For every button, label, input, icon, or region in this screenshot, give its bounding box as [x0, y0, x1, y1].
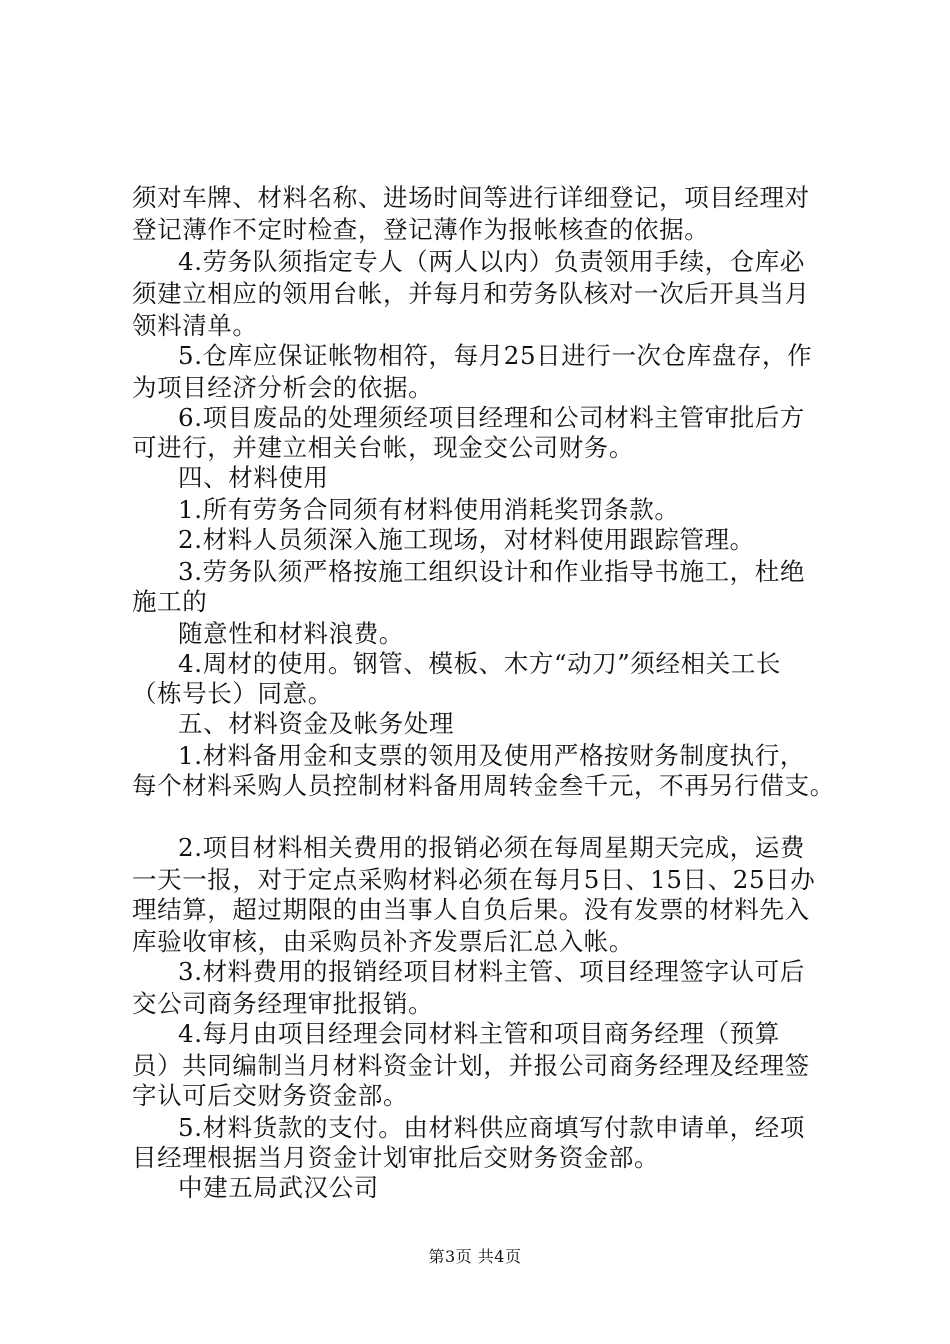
text-line: 随意性和材料浪费。	[178, 619, 404, 648]
text-line: （栋号长）同意。	[132, 679, 333, 708]
text-line: 5.仓库应保证帐物相符，每月25日进行一次仓库盘存，作	[178, 341, 813, 370]
text-line: 须对车牌、材料名称、进场时间等进行详细登记，项目经理对	[132, 183, 810, 212]
text-line: 1.材料备用金和支票的领用及使用严格按财务制度执行，	[178, 741, 805, 770]
text-line: 库验收审核，由采购员补齐发票后汇总入帐。	[132, 927, 634, 956]
text-line: 员）共同编制当月材料资金计划，并报公司商务经理及经理签	[132, 1051, 810, 1080]
text-line: 目经理根据当月资金计划审批后交财务资金部。	[132, 1143, 660, 1172]
text-line: 须建立相应的领用台帐，并每月和劳务队核对一次后开具当月	[132, 279, 810, 308]
text-line: 交公司商务经理审批报销。	[132, 989, 434, 1018]
text-line: 1.所有劳务合同须有材料使用消耗奖罚条款。	[178, 495, 680, 524]
text-line: 3.劳务队须严格按施工组织设计和作业指导书施工，杜绝	[178, 557, 805, 586]
text-line: 为项目经济分析会的依据。	[132, 373, 434, 402]
text-line: 理结算，超过期限的由当事人自负后果。没有发票的材料先入	[132, 895, 810, 924]
page-footer: 第3页 共4页	[428, 1247, 522, 1266]
text-line: 每个材料采购人员控制材料备用周转金叁千元，不再另行借支。	[132, 771, 835, 800]
text-line: 4.周材的使用。钢管、模板、木方“动刀”须经相关工长	[178, 649, 782, 678]
signature-org: 中建五局武汉公司	[178, 1173, 379, 1202]
section-heading: 四、材料使用	[178, 463, 329, 492]
text-line: 2.项目材料相关费用的报销必须在每周星期天完成，运费	[178, 833, 805, 862]
section-heading: 五、材料资金及帐务处理	[178, 709, 455, 738]
text-line: 领料清单。	[132, 311, 258, 340]
text-line: 可进行，并建立相关台帐，现金交公司财务。	[132, 433, 634, 462]
text-line: 施工的	[132, 587, 208, 616]
text-line: 6.项目废品的处理须经项目经理和公司材料主管审批后方	[178, 403, 805, 432]
text-line: 3.材料费用的报销经项目材料主管、项目经理签字认可后	[178, 957, 805, 986]
text-line: 登记薄作不定时检查，登记薄作为报帐核查的依据。	[132, 215, 710, 244]
text-line: 4.每月由项目经理会同材料主管和项目商务经理（预算	[178, 1019, 780, 1048]
text-line: 5.材料货款的支付。由材料供应商填写付款申请单，经项	[178, 1113, 805, 1142]
text-line: 2.材料人员须深入施工现场，对材料使用跟踪管理。	[178, 525, 755, 554]
text-line: 字认可后交财务资金部。	[132, 1081, 409, 1110]
text-line: 一天一报，对于定点采购材料必须在每月5日、15日、25日办	[132, 865, 816, 894]
text-line: 4.劳务队须指定专人（两人以内）负责领用手续，仓库必	[178, 247, 805, 276]
